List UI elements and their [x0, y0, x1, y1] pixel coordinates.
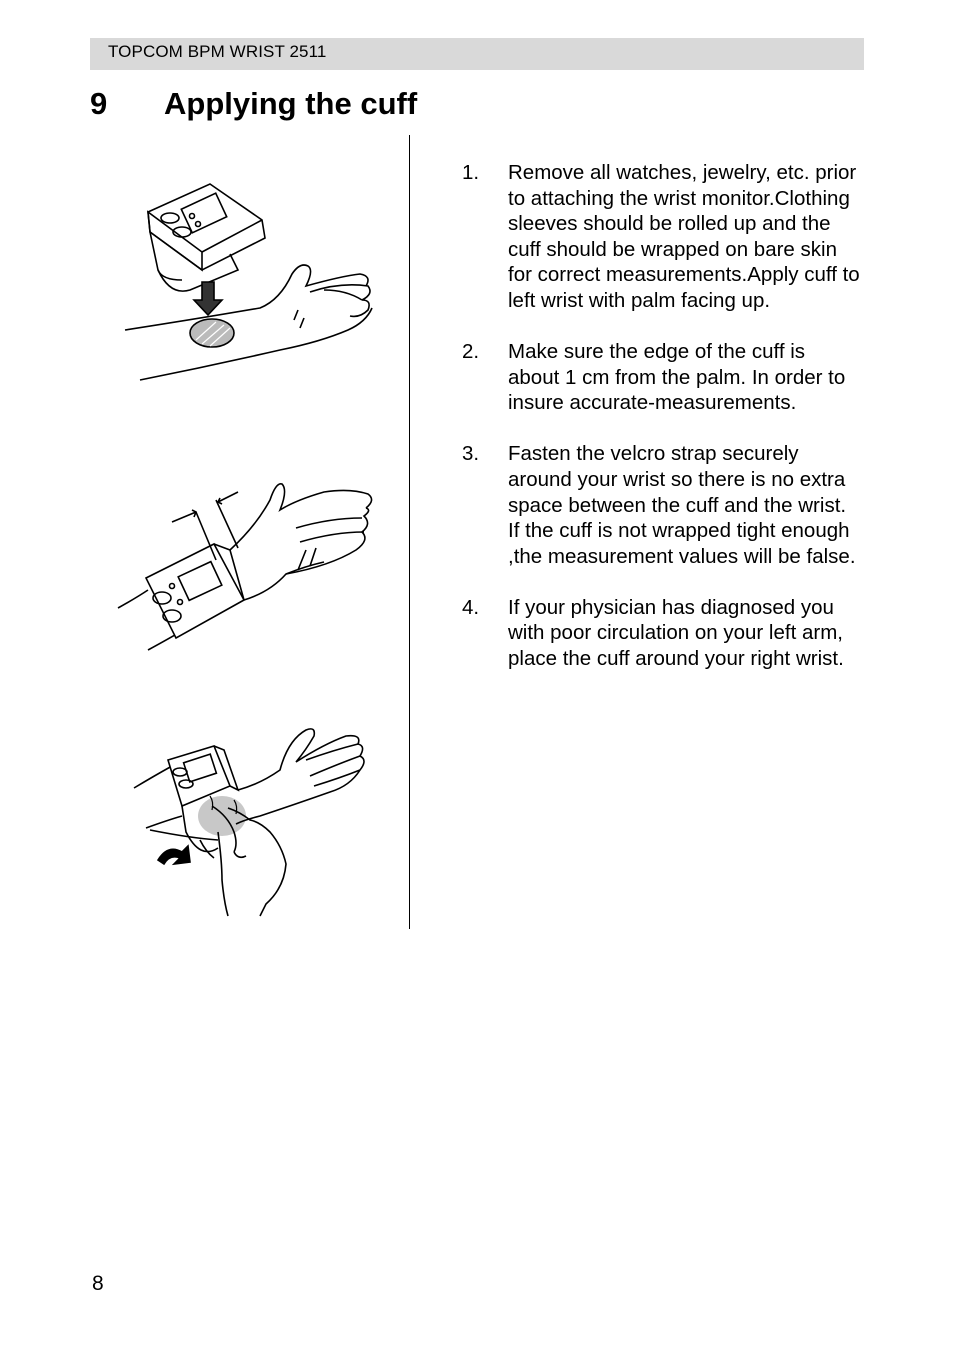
step-text: If your physician has diagnosed you with poor circulation on your left arm, place the cuff around your right wrist. — [508, 595, 844, 670]
list-item — [462, 441, 862, 569]
section-number: 9 — [90, 86, 108, 121]
step-number: 4. — [462, 595, 480, 619]
instruction-list — [462, 160, 862, 697]
list-item — [462, 160, 862, 314]
velcro-fasten-icon — [110, 720, 390, 920]
section-title: Applying the cuff — [164, 86, 418, 121]
step-text: Fasten the velcro strap securely around your wrist so there is no extra space between the cuff and the wrist. If the cuff is not wrapped tight enough ,the measurement values will be false. — [508, 442, 856, 568]
section-heading — [90, 86, 417, 122]
step-number: 1. — [462, 161, 480, 184]
header-title: TOPCOM BPM WRIST 2511 — [108, 42, 327, 61]
list-item — [462, 595, 862, 672]
column-divider — [409, 135, 410, 929]
step-text: Remove all watches, jewelry, etc. prior to attaching the wrist monitor.Clothing sleeves should be rolled up and the cuff should be wrapped on bare skin for correct measurements.Apply cuff to left wrist with palm facing up. — [508, 161, 860, 312]
step-number: 3. — [462, 442, 480, 466]
cuff-distance-icon — [110, 470, 390, 660]
step-number: 2. — [462, 340, 480, 364]
wrist-monitor-placement-icon — [110, 170, 390, 390]
step-text: Make sure the edge of the cuff is about 1 cm from the palm. In order to insure accurate-measurements. — [508, 340, 846, 415]
list-item — [462, 339, 862, 416]
page-number: 8 — [92, 1272, 104, 1295]
running-header — [90, 38, 864, 70]
